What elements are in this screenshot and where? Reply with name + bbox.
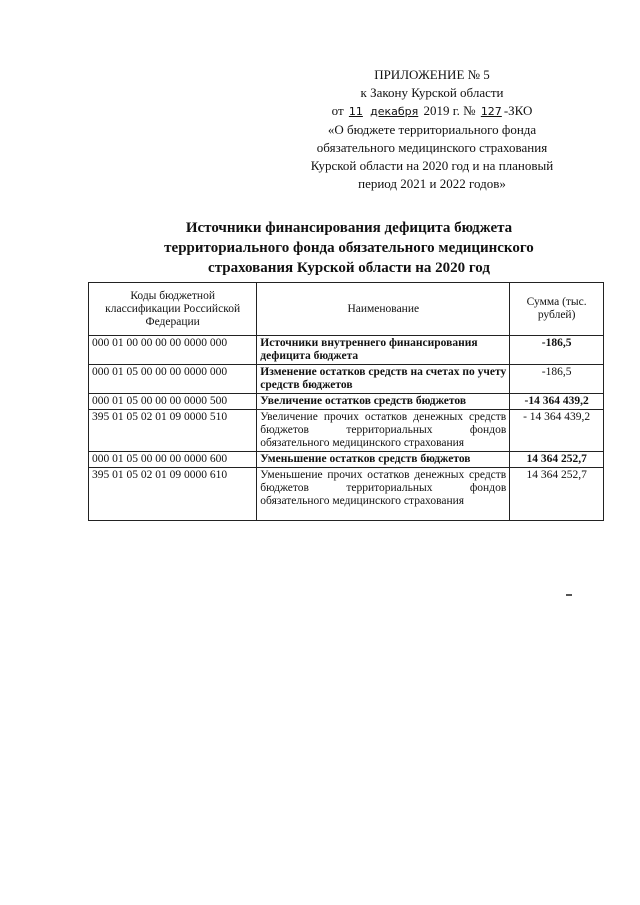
heading-line-3: страхования Курской области на 2020 год <box>208 260 490 276</box>
table-row <box>89 410 604 452</box>
appendix-date-line <box>282 102 582 121</box>
row-sum: - 14 364 439,2 <box>510 410 604 452</box>
header-code: Коды бюджетной классификации Российской Федерации <box>89 283 257 336</box>
row-sum: 14 364 252,7 <box>510 468 604 521</box>
row-name: Источники внутреннего финансирования дефицита бюджета <box>257 336 510 365</box>
appendix-title: ПРИЛОЖЕНИЕ № 5 <box>374 67 490 82</box>
row-name: Изменение остатков средств на счетах по учету средств бюджетов <box>257 365 510 394</box>
row-sum: -186,5 <box>510 365 604 394</box>
row-code: 000 01 00 00 00 00 0000 000 <box>89 336 257 365</box>
law-title-line-3: Курской области на 2020 год и на плановый <box>310 158 554 173</box>
heading-line-1: Источники финансирования дефицита бюджета <box>185 220 513 236</box>
date-prefix: от <box>331 103 344 118</box>
header-name: Наименование <box>257 283 510 336</box>
row-code: 395 01 05 02 01 09 0000 510 <box>89 410 257 452</box>
table-header-row <box>89 283 604 336</box>
heading-line-2: территориального фонда обязательного медицинского <box>164 240 534 256</box>
table-row <box>89 468 604 521</box>
row-code: 000 01 05 00 00 00 0000 600 <box>89 452 257 468</box>
financing-sources-table <box>88 282 604 521</box>
row-name: Увеличение остатков средств бюджетов <box>257 394 510 410</box>
row-name: Увеличение прочих остатков денежных средств бюджетов территориальных фондов обязательного медицинского страхования <box>257 410 510 452</box>
table-row <box>89 394 604 410</box>
scan-speck <box>566 594 572 596</box>
row-name: Уменьшение прочих остатков денежных средств бюджетов территориальных фондов обязательного медицинского страхования <box>257 468 510 521</box>
header-sum: Сумма (тыс. рублей) <box>510 283 604 336</box>
handwritten-day: 11 <box>348 105 363 118</box>
handwritten-number: 127 <box>480 105 502 118</box>
table-row <box>89 365 604 394</box>
appendix-to-law: к Закону Курской области <box>360 85 504 100</box>
row-sum: -186,5 <box>510 336 604 365</box>
document-heading <box>140 218 558 278</box>
row-sum: 14 364 252,7 <box>510 452 604 468</box>
row-code: 000 01 05 00 00 00 0000 000 <box>89 365 257 394</box>
law-title-line-2: обязательного медицинского страхования <box>316 140 548 155</box>
handwritten-month: декабря <box>370 105 419 118</box>
number-suffix: -ЗКО <box>503 103 533 118</box>
law-title-line-1: «О бюджете территориального фонда <box>327 122 537 137</box>
table-row <box>89 452 604 468</box>
row-code: 000 01 05 00 00 00 0000 500 <box>89 394 257 410</box>
row-code: 395 01 05 02 01 09 0000 610 <box>89 468 257 521</box>
year-part: 2019 г. № <box>423 103 476 118</box>
row-name: Уменьшение остатков средств бюджетов <box>257 452 510 468</box>
row-sum: -14 364 439,2 <box>510 394 604 410</box>
law-title-line-4: период 2021 и 2022 годов» <box>358 176 506 191</box>
table-row <box>89 336 604 365</box>
appendix-header <box>282 66 582 193</box>
